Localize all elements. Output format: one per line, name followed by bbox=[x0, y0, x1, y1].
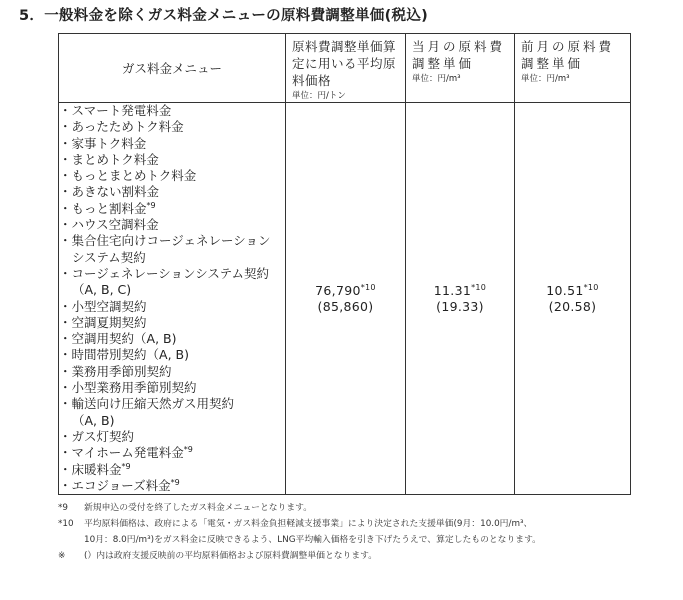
menu-item bbox=[59, 266, 285, 299]
menu-item-text: ・ マイホーム発電料金 bbox=[59, 445, 184, 460]
current-month-value: 11.31 bbox=[433, 282, 472, 298]
menu-item-note: *9 bbox=[170, 477, 180, 487]
menu-item-continuation: （A, B, C) bbox=[72, 282, 132, 298]
menu-item-text: ・ 小型空調契約 bbox=[59, 299, 147, 314]
header-previous-month bbox=[515, 34, 631, 103]
menu-item-continuation: （A, B) bbox=[72, 412, 115, 428]
header-raw-material-price bbox=[286, 34, 406, 103]
menu-item-text: ・ ハウス空調料金 bbox=[59, 217, 159, 232]
menu-item-text: ・ あきない割料金 bbox=[59, 184, 159, 199]
menu-item bbox=[59, 429, 285, 445]
menu-item bbox=[59, 299, 285, 315]
menu-item-text: ・ 空調夏期契約 bbox=[59, 315, 147, 330]
footnotes bbox=[58, 500, 541, 564]
menu-item-text: ・ 空調用契約（A, B) bbox=[59, 331, 176, 346]
menu-item-text: ・ 床暖料金 bbox=[59, 462, 122, 477]
previous-month-reference: (20.58) bbox=[548, 298, 597, 314]
previous-month-note: *10 bbox=[583, 282, 599, 292]
menu-item-text: ・ 家事トク料金 bbox=[59, 136, 146, 151]
footnote-10-line1: 平均原料価格は、政府による「電気・ガス料金負担軽減支援事業」により決定された支援単価(9月：10.0円/m³、 bbox=[84, 519, 533, 529]
header-current-month bbox=[406, 34, 515, 103]
footnote-10 bbox=[58, 516, 541, 532]
menu-item-note: *9 bbox=[146, 200, 156, 210]
previous-month-cell bbox=[515, 103, 631, 495]
header-raw-material-price-label: 原料費調整単価算 定に用いる平均原 料価格 bbox=[292, 39, 397, 88]
menu-item-text: ・ ガス灯契約 bbox=[59, 429, 134, 444]
footnote-9-mark: *9 bbox=[58, 503, 68, 513]
menu-list-cell bbox=[59, 103, 286, 495]
menu-item-text: ・ スマート発電料金 bbox=[59, 103, 171, 118]
header-current-month-unit: 単位：円/m³ bbox=[412, 74, 461, 84]
table-header-row bbox=[59, 34, 631, 103]
menu-item bbox=[59, 168, 285, 184]
menu-item bbox=[59, 152, 285, 168]
menu-item bbox=[59, 119, 285, 135]
menu-item-text: ・ もっとまとめトク料金 bbox=[59, 168, 196, 183]
menu-item bbox=[59, 380, 285, 396]
raw-material-price-note: *10 bbox=[360, 282, 376, 292]
header-previous-month-label: 前月の原料費 調整単価 bbox=[521, 39, 615, 71]
header-raw-material-price-unit: 単位：円/トン bbox=[292, 91, 346, 101]
previous-month-value: 10.51 bbox=[546, 282, 584, 298]
menu-item bbox=[59, 201, 285, 217]
menu-item bbox=[59, 347, 285, 363]
footnote-10-mark: *10 bbox=[58, 519, 74, 529]
header-previous-month-unit: 単位：円/m³ bbox=[521, 74, 570, 84]
raw-material-price-value: 76,790 bbox=[315, 282, 361, 298]
current-month-cell bbox=[406, 103, 515, 495]
menu-item-text: ・ まとめトク料金 bbox=[59, 152, 159, 167]
footnote-9 bbox=[58, 500, 541, 516]
raw-material-price-cell bbox=[286, 103, 406, 495]
menu-list bbox=[59, 103, 285, 494]
menu-item bbox=[59, 217, 285, 233]
menu-item-text: ・ 輸送向け圧縮天然ガス用契約 bbox=[59, 396, 234, 411]
menu-item bbox=[59, 364, 285, 380]
menu-item-text: ・ 時間帯別契約（A, B) bbox=[59, 347, 189, 362]
menu-item bbox=[59, 396, 285, 429]
menu-item-text: ・ 業務用季節別契約 bbox=[59, 364, 172, 379]
menu-item-note: *9 bbox=[121, 461, 131, 471]
table-body-row bbox=[59, 103, 631, 495]
menu-item-text: ・ もっと割料金 bbox=[59, 201, 147, 216]
menu-item bbox=[59, 462, 285, 478]
footnote-10-line2: 10月：8.0円/m³)をガス料金に反映できるよう、LNG平均輸入価格を引き下げたうえで、算定したものとなります。 bbox=[84, 535, 541, 545]
current-month-reference: (19.33) bbox=[436, 298, 484, 314]
menu-item bbox=[59, 445, 285, 461]
unit-price-table bbox=[58, 33, 631, 495]
footnote-reference-mark: ※ bbox=[58, 551, 66, 561]
header-current-month-label: 当月の原料費 調整単価 bbox=[412, 39, 506, 71]
menu-item bbox=[59, 315, 285, 331]
raw-material-price-reference: (85,860) bbox=[317, 298, 374, 314]
menu-item bbox=[59, 233, 285, 266]
menu-item bbox=[59, 103, 285, 119]
menu-item-text: ・ あったためトク料金 bbox=[59, 119, 184, 134]
menu-item-note: *9 bbox=[183, 445, 193, 455]
header-menu: ガス料金メニュー bbox=[59, 34, 286, 103]
footnote-reference-text: (）内は政府支援反映前の平均原料価格および原料費調整単価となります。 bbox=[84, 551, 378, 561]
menu-item-text: ・ 小型業務用季節別契約 bbox=[59, 380, 197, 395]
menu-item bbox=[59, 136, 285, 152]
menu-item-continuation: システム契約 bbox=[72, 249, 146, 265]
menu-item-text: ・ コージェネレーションシステム契約 bbox=[59, 266, 269, 281]
footnote-reference bbox=[58, 548, 541, 564]
menu-item bbox=[59, 184, 285, 200]
section-heading: 5．一般料金を除くガス料金メニューの原料費調整単価(税込) bbox=[19, 8, 429, 24]
menu-item-text: ・ エコジョーズ料金 bbox=[59, 478, 171, 493]
menu-item-text: ・ 集合住宅向けコージェネレーション bbox=[59, 233, 271, 248]
menu-item bbox=[59, 478, 285, 494]
footnote-9-text: 新規申込の受付を終了したガス料金メニューとなります。 bbox=[84, 503, 313, 513]
current-month-note: *10 bbox=[471, 282, 487, 292]
menu-item bbox=[59, 331, 285, 347]
